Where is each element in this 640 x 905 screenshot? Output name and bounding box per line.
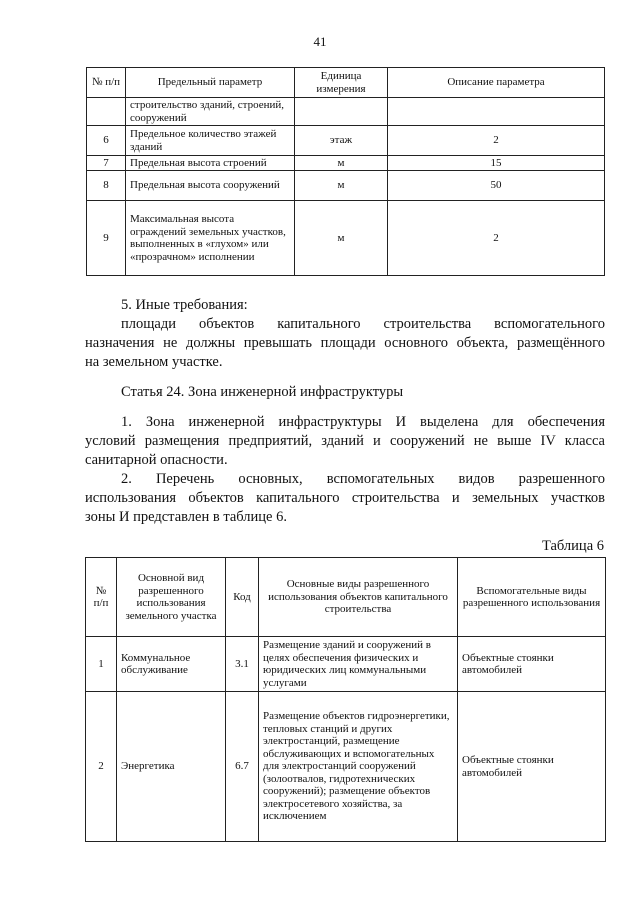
params-header-row (87, 68, 605, 98)
row-unit: этаж (295, 126, 388, 156)
table-row (87, 201, 605, 276)
t6-row-aux-use: Объектные стоянки автомобилей (458, 637, 606, 692)
t6-row-main-use: Энергетика (117, 692, 226, 842)
row-num (87, 98, 126, 126)
article-p2-line-3: зоны И представлен в таблице 6. (85, 509, 287, 525)
t6-row-main-use: Коммунальное обслуживание (117, 637, 226, 692)
t6-row-aux-use: Объектные стоянки автомобилей (458, 692, 606, 842)
header-param: Предельный параметр (126, 68, 295, 98)
row-num: 8 (87, 171, 126, 201)
t6-header-code: Код (226, 558, 259, 637)
params-table (86, 67, 605, 276)
row-unit: м (295, 171, 388, 201)
row-param: строительство зданий, строений, сооружений (126, 98, 295, 126)
header-num: № п/п (87, 68, 126, 98)
row-num: 7 (87, 156, 126, 171)
t6-row-num: 1 (86, 637, 117, 692)
row-desc (388, 98, 605, 126)
row-num: 6 (87, 126, 126, 156)
table-row (87, 156, 605, 171)
header-desc: Описание параметра (388, 68, 605, 98)
table-row (87, 98, 605, 126)
article-p2-line-2: использования объектов капитального строительства и земельных участков (85, 490, 605, 506)
row-desc: 15 (388, 156, 605, 171)
t6-row-capital-use: Размещение объектов гидроэнергетики, тепловых станций и других электростанций, размещение обслуживающих и вспомогательных для электростанций сооружений (золоотвалов, гидротехнических сооружений); размещение объектов электросетевого хозяйства, за исключением (259, 692, 458, 842)
t6-row-capital-use: Размещение зданий и сооружений в целях обеспечения физических и юридических лиц коммунальными услугами (259, 637, 458, 692)
table-6 (85, 557, 606, 842)
article-p1-line-2: условий размещения предприятий, зданий и сооружений не выше IV класса (85, 433, 605, 449)
table-row (86, 637, 606, 692)
page-number: 41 (313, 34, 327, 49)
other-requirements-line-3: на земельном участке. (85, 354, 223, 370)
row-unit: м (295, 201, 388, 276)
row-unit (295, 98, 388, 126)
row-param: Максимальная высота ограждений земельных участков, выполненных в «глухом» или «прозрачном» исполнении (126, 201, 295, 276)
table6-header-row (86, 558, 606, 637)
table-row (87, 171, 605, 201)
header-unit: Единица измерения (295, 68, 388, 98)
table-row (87, 126, 605, 156)
row-desc: 2 (388, 126, 605, 156)
row-desc: 2 (388, 201, 605, 276)
other-requirements-line-2: назначения не должны превышать площади основного объекта, размещённого (85, 335, 605, 351)
article-p2-line-1: 2. Перечень основных, вспомогательных видов разрешенного (121, 471, 605, 487)
row-unit: м (295, 156, 388, 171)
t6-row-code: 3.1 (226, 637, 259, 692)
other-requirements-heading: 5. Иные требования: (121, 297, 248, 313)
article-p1-line-3: санитарной опасности. (85, 452, 228, 468)
other-requirements-line-1: площади объектов капитального строительства вспомогательного (121, 316, 605, 332)
table-6-caption: Таблица 6 (541, 538, 604, 554)
row-param: Предельная высота строений (126, 156, 295, 171)
t6-header-aux-use: Вспомогательные виды разрешенного использования (458, 558, 606, 637)
row-num: 9 (87, 201, 126, 276)
t6-row-code: 6.7 (226, 692, 259, 842)
row-param: Предельное количество этажей зданий (126, 126, 295, 156)
table-row (86, 692, 606, 842)
row-param: Предельная высота сооружений (126, 171, 295, 201)
t6-header-num: № п/п (86, 558, 117, 637)
t6-header-main-use: Основной вид разрешенного использования земельного участка (117, 558, 226, 637)
row-desc: 50 (388, 171, 605, 201)
article-title: Статья 24. Зона инженерной инфраструктуры (121, 384, 404, 400)
t6-row-num: 2 (86, 692, 117, 842)
t6-header-capital-use: Основные виды разрешенного использования объектов капитального строительства (259, 558, 458, 637)
article-p1-line-1: 1. Зона инженерной инфраструктуры И выделена для обеспечения (121, 414, 605, 430)
